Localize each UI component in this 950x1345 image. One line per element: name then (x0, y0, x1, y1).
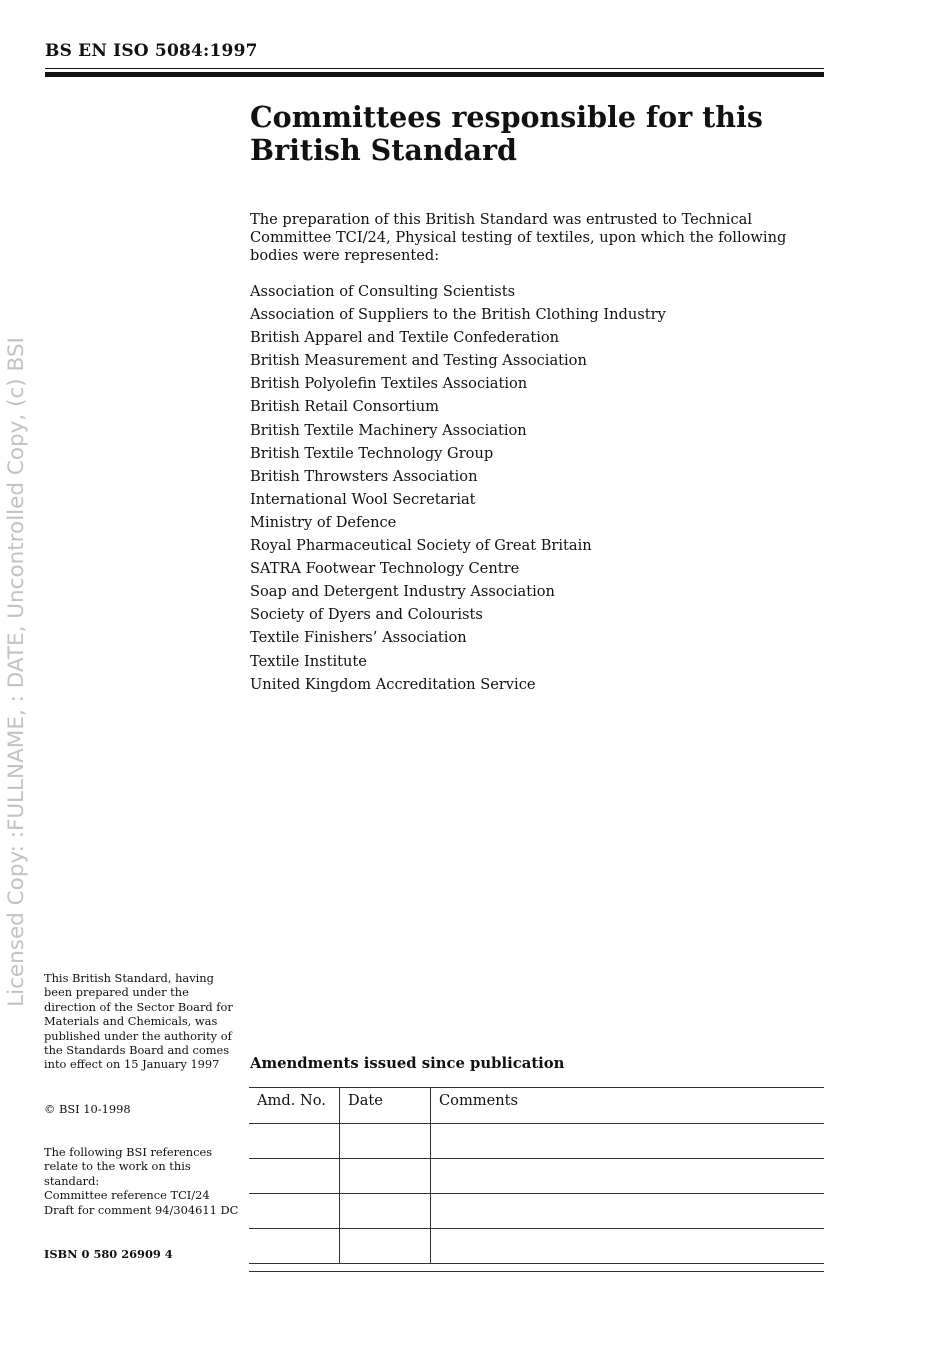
list-item: Association of Suppliers to the British Clothing Industry (250, 306, 666, 324)
table-cell (249, 1159, 340, 1194)
publication-note: This British Standard, having been prepared under the direction of the Sector Board for Materials and Chemicals, was published under the authority of the Standards Board and comes into effect on 15 January 1997 (44, 971, 233, 1072)
table-row (249, 1229, 824, 1264)
table-row (249, 1124, 824, 1159)
header-rule-thin (45, 68, 824, 69)
list-item: United Kingdom Accreditation Service (250, 675, 536, 693)
intro-paragraph: The preparation of this British Standard was entrusted to Technical Committee TCI/24, Physical testing of textiles, upon which the following bodies were represented: (250, 211, 787, 264)
page-title-line-1: Committees responsible for this (250, 100, 763, 134)
list-item: British Retail Consortium (250, 398, 439, 416)
page-title (250, 101, 810, 167)
list-item: Soap and Detergent Industry Association (250, 583, 555, 601)
committee-reference: Committee reference TCI/24 (44, 1188, 210, 1203)
amendments-table (249, 1087, 824, 1264)
list-item: British Throwsters Association (250, 467, 478, 485)
table-cell (340, 1124, 431, 1159)
list-item: British Measurement and Testing Association (250, 352, 587, 370)
table-cell (431, 1194, 825, 1229)
page-title-line-2: British Standard (250, 133, 517, 167)
list-item: Ministry of Defence (250, 513, 397, 531)
table-cell (431, 1229, 825, 1264)
column-header-date: Date (340, 1088, 431, 1124)
list-item: SATRA Footwear Technology Centre (250, 560, 520, 578)
list-item: Royal Pharmaceutical Society of Great Britain (250, 537, 592, 555)
list-item: Association of Consulting Scientists (250, 283, 516, 300)
table-cell (431, 1159, 825, 1194)
table-cell (249, 1229, 340, 1264)
isbn: ISBN 0 580 26909 4 (44, 1247, 173, 1261)
table-cell (340, 1159, 431, 1194)
table-header-row (249, 1088, 824, 1124)
table-row (249, 1159, 824, 1194)
draft-reference: Draft for comment 94/304611 DC (44, 1202, 239, 1217)
list-item: Textile Finishers’ Association (250, 629, 467, 647)
list-item: Textile Institute (250, 652, 367, 670)
column-header-amd-no: Amd. No. (249, 1088, 340, 1124)
amendments-heading: Amendments issued since publication (250, 1055, 565, 1072)
references-intro: The following BSI references relate to the work on this standard: (44, 1145, 213, 1188)
copyright-notice: © BSI 10-1998 (44, 1102, 131, 1116)
table-cell (340, 1194, 431, 1229)
represented-bodies-list (250, 280, 830, 696)
table-cell (340, 1229, 431, 1264)
bsi-references (44, 1145, 244, 1217)
standard-code: BS EN ISO 5084:1997 (45, 41, 258, 61)
table-cell (249, 1194, 340, 1229)
list-item: British Polyolefin Textiles Association (250, 375, 528, 393)
list-item: International Wool Secretariat (250, 490, 476, 508)
column-header-comments: Comments (431, 1088, 825, 1124)
list-item: British Apparel and Textile Confederation (250, 329, 560, 347)
list-item: British Textile Machinery Association (250, 421, 527, 439)
table-cell (249, 1124, 340, 1159)
table-row (249, 1194, 824, 1229)
list-item: Society of Dyers and Colourists (250, 606, 483, 624)
license-watermark: Licensed Copy: :FULLNAME, : DATE, Uncontrolled Copy, (c) BSI (4, 337, 29, 1007)
footer-rule (249, 1271, 824, 1272)
table-cell (431, 1124, 825, 1159)
header-rule-thick (45, 72, 824, 77)
list-item: British Textile Technology Group (250, 444, 494, 462)
